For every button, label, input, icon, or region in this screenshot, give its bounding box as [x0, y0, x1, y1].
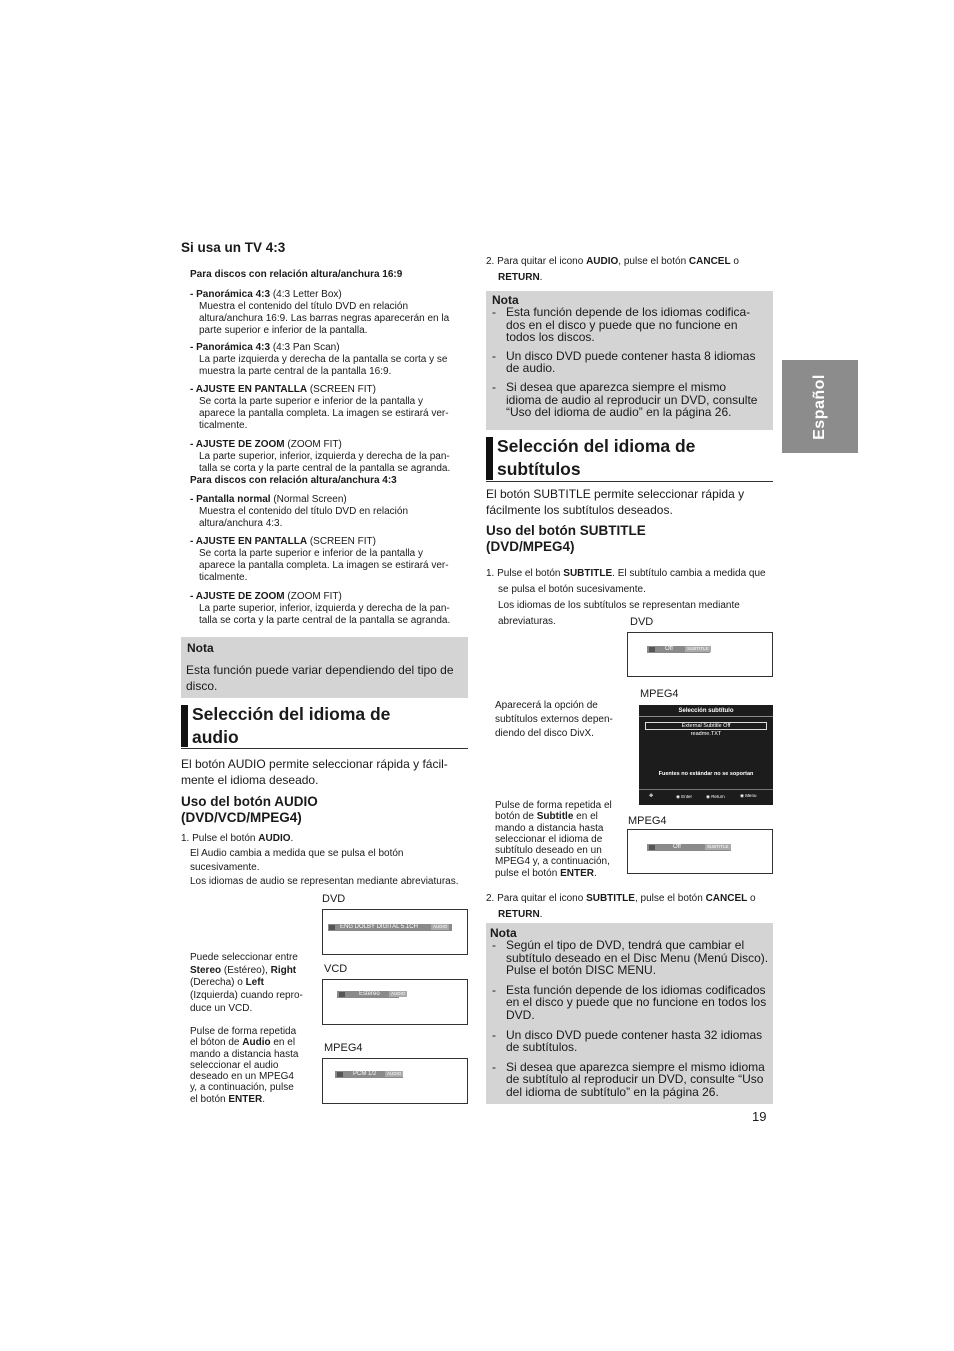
subheading-line: (DVD/MPEG4): [486, 539, 575, 554]
osd-bar: PCM 1/2: [335, 1071, 403, 1078]
subtitle-icon: [649, 647, 655, 652]
audio-osd-mpeg4: [322, 1058, 468, 1104]
option-desc-line: Se corta la parte superior e inferior de la pantalla y: [199, 548, 424, 559]
subtitle-step-1: 1. Pulse el botón SUBTITLE. El subtítulo cambia a medida que se pulsa el botón sucesivamente. Los idiomas de los subtítulos se representan mediante abreviaturas.: [486, 568, 766, 627]
option-paren: (SCREEN FIT): [307, 536, 376, 547]
note-box-audio: [486, 291, 773, 430]
option-title: - AJUSTE DE ZOOM: [190, 439, 285, 450]
dpad-icon: ✥: [649, 793, 654, 799]
option-title: - Panorámica 4:3: [190, 289, 271, 300]
language-tab-label: Español: [811, 373, 828, 440]
intro-line: fácilmente los subtítulos deseados.: [486, 503, 673, 517]
note-line: de subtítulos.: [506, 1040, 578, 1055]
note-line: - Esta función depende de los idiomas codifica-: [506, 305, 751, 319]
note-line: - Si desea que aparezca siempre el mismo idioma: [506, 1059, 765, 1074]
page-number: 19: [752, 1109, 767, 1124]
note-line: - Esta función depende de los idiomas codificados: [506, 982, 766, 997]
title-line: subtítulos: [497, 459, 581, 479]
title-bar: [486, 437, 493, 480]
note-line: DVD.: [506, 1007, 535, 1022]
note-line: “Uso del idioma de audio” en la página 26.: [506, 405, 732, 420]
note-item: [486, 984, 773, 1022]
option-paren: (4:3 Pan Scan): [270, 342, 340, 353]
divx-note: Aparecerá la opción de subtítulos externos depen- diendo del disco DivX.: [495, 700, 613, 739]
note-line: - Un disco DVD puede contener hasta 8 idiomas: [506, 348, 756, 363]
aspect-option: [190, 536, 462, 584]
osd-tag: AUDIO: [387, 1071, 402, 1076]
osd-bar: Off: [647, 646, 710, 653]
aspect-option: [190, 439, 462, 475]
option-paren: (ZOOM FIT): [284, 439, 342, 450]
note-line: - Si desea que aparezca siempre el mismo: [506, 379, 727, 394]
note-title: Nota: [187, 641, 214, 655]
aspect-option: [190, 384, 462, 432]
note-line: de subtítulo al reproducir un DVD, consulte “Uso: [506, 1072, 764, 1087]
note-line: idioma de audio al reproducir un DVD, consulte: [506, 392, 758, 407]
menu-option-selected[interactable]: External Subtitle Off: [645, 722, 767, 730]
audio-mpeg4-note: Pulse de forma repetida el bóton de Audio en el mando a distancia hasta seleccionar el audio deseado en un MPEG4 y, a continuación, pulse el botón ENTER.: [190, 1026, 299, 1105]
option-desc-line: talla se corta y la parte central de la pantalla se agranda.: [199, 615, 451, 626]
option-desc-line: aparece la pantalla completa. La imagen se estirará ver-: [199, 408, 449, 419]
intro-line: mente el idioma deseado.: [181, 773, 319, 787]
speaker-icon: [339, 992, 345, 997]
option-desc-line: talla se corta y la parte central de la pantalla se agranda.: [199, 463, 451, 474]
language-tab: [782, 360, 858, 453]
subtitle-subheading: [486, 523, 646, 555]
note-line: de audio.: [506, 361, 556, 376]
osd-label-mpeg4: MPEG4: [640, 688, 679, 700]
subtitle-step-2: 2. Para quitar el icono SUBTITLE, pulse el botón CANCEL o RETURN.: [486, 893, 756, 920]
note-line: todos los discos.: [506, 330, 595, 345]
note-item: [486, 350, 773, 375]
nav-return: ◉ Return: [706, 794, 725, 799]
audio-intro: [181, 756, 468, 788]
subheading-line: (DVD/VCD/MPEG4): [181, 810, 302, 825]
speaker-icon: [337, 1072, 343, 1077]
osd-tag: SUBTITLE: [707, 844, 729, 849]
subtitle-osd-mpeg4: [627, 829, 773, 874]
subtitle-osd-dvd: [627, 632, 773, 677]
subtitle-icon: [649, 845, 655, 850]
note-line: en el disco y puede que no funcione en todos los: [506, 995, 767, 1010]
osd-tag: SUBTITLE: [687, 646, 709, 651]
section-title-audio: [181, 705, 468, 749]
osd-label-mpeg4: MPEG4: [628, 815, 667, 827]
section-heading-tv43: Si usa un TV 4:3: [181, 240, 286, 255]
title-line: Selección del idioma de: [192, 704, 391, 724]
note-title: Nota: [492, 293, 519, 307]
osd-label-dvd: DVD: [322, 893, 346, 905]
option-desc-line: ticalmente.: [199, 572, 248, 583]
menu-option[interactable]: readme.TXT: [690, 731, 722, 737]
osd-bar: Estereo: [337, 991, 399, 998]
option-desc-line: La parte izquierda y derecha de la pantalla se corta y se: [199, 354, 448, 365]
subheading-line: Uso del botón AUDIO: [181, 794, 318, 809]
section-title-subtitle: [486, 437, 773, 482]
title-line: Selección del idioma de: [497, 436, 696, 456]
nav-menu: ◉ Menu: [740, 793, 757, 798]
audio-step-1-desc: El Audio cambia a medida que se pulsa el botón sucesivamente. Los idiomas de audio se representan mediante abreviaturas.: [190, 848, 459, 887]
subtitle-mpeg4-note: Pulse de forma repetida el botón de Subtitle en el mando a distancia hasta seleccionar el idioma de subtítulo deseado en un MPEG4 y, a continuación, pulse el botón ENTER.: [495, 800, 612, 879]
option-desc-line: altura/anchura 4:3.: [199, 518, 283, 529]
osd-bar: Off: [647, 844, 731, 851]
note-line: del idioma de subtítulo” en la página 26.: [506, 1084, 719, 1099]
option-paren: (Normal Screen): [270, 494, 347, 505]
note-item: [486, 306, 773, 344]
audio-osd-dvd: [322, 909, 468, 955]
option-title: - AJUSTE EN PANTALLA: [190, 384, 308, 395]
option-desc-line: Muestra el contenido del título DVD en relación: [199, 506, 409, 517]
mpeg4-subtitle-menu: [639, 705, 773, 805]
note-line: - Un disco DVD puede contener hasta 32 idiomas: [506, 1027, 763, 1042]
aspect-option: [190, 494, 462, 530]
note-text: Esta función puede variar dependiendo del tipo de: [186, 663, 454, 677]
title-line: audio: [192, 727, 239, 747]
option-desc-line: ticalmente.: [199, 420, 248, 431]
intro-line: El botón AUDIO permite seleccionar rápida y fácil-: [181, 757, 448, 771]
audio-vcd-note: Puede seleccionar entre Stereo (Estéreo), Right (Derecha) o Left (Izquierda) cuando repro- duce un VCD.: [190, 952, 303, 1014]
osd-label-vcd: VCD: [324, 963, 348, 975]
option-paren: (4:3 Letter Box): [270, 289, 342, 300]
option-title: - Panorámica 4:3: [190, 342, 271, 353]
menu-title: Selección subtítulo: [678, 708, 734, 714]
aspect-option: [190, 591, 462, 627]
osd-label-dvd: DVD: [630, 616, 654, 628]
note-item: [486, 381, 773, 419]
note-item: [486, 1061, 773, 1099]
note-box-subtitle: [486, 923, 773, 1104]
aspect-option: [190, 342, 462, 378]
option-title: - Pantalla normal: [190, 494, 271, 505]
note-line: subtítulo deseado en el Disc Menu (Menú Disco).: [506, 950, 769, 965]
option-paren: (SCREEN FIT): [307, 384, 376, 395]
note-line: - Según el tipo de DVD, tendrá que cambiar el: [506, 938, 745, 952]
menu-message: Fuentes no estándar no se soportan: [658, 771, 754, 777]
note-item: [486, 939, 773, 977]
note-text: disco.: [186, 679, 218, 693]
option-title: - AJUSTE DE ZOOM: [190, 591, 285, 602]
audio-osd-vcd: [322, 979, 468, 1025]
osd-label-mpeg4: MPEG4: [324, 1042, 363, 1054]
audio-subheading: [181, 794, 318, 826]
note-line: Pulse el botón DISC MENU.: [506, 963, 657, 978]
option-paren: (ZOOM FIT): [284, 591, 342, 602]
title-bar: [181, 705, 188, 747]
option-desc-line: Muestra el contenido del título DVD en relación: [199, 301, 409, 312]
note-item: [486, 1029, 773, 1054]
option-desc-line: La parte superior, inferior, izquierda y derecha de la pan-: [199, 603, 450, 614]
subheading-16-9: Para discos con relación altura/anchura 16:9: [190, 269, 403, 280]
aspect-option: [190, 289, 462, 337]
note-line: dos en el disco y puede que no funcione en: [506, 317, 738, 332]
subtitle-intro: [486, 486, 773, 518]
option-desc-line: La parte superior, inferior, izquierda y derecha de la pan-: [199, 451, 450, 462]
option-title: - AJUSTE EN PANTALLA: [190, 536, 308, 547]
nav-enter: ◉ Enter: [676, 794, 692, 799]
audio-step-2: 2. Para quitar el icono AUDIO, pulse el botón CANCEL o RETURN.: [486, 256, 739, 283]
osd-tag: AUDIO: [391, 991, 406, 996]
option-desc-line: muestra la parte central de la pantalla 16:9.: [199, 366, 392, 377]
note-box-display: [181, 637, 468, 698]
intro-line: El botón SUBTITLE permite seleccionar rápida y: [486, 487, 745, 501]
osd-tag: AUDIO: [433, 924, 448, 929]
speaker-icon: [329, 925, 335, 930]
audio-step-1: 1. Pulse el botón AUDIO.: [181, 833, 294, 844]
subheading-4-3: Para discos con relación altura/anchura 4:3: [190, 475, 397, 486]
note-title: Nota: [490, 926, 517, 940]
option-desc-line: altura/anchura 16:9. Las barras negras aparecerán en la: [199, 313, 450, 324]
osd-bar: ENG DOLBY DIGITAL 5.1CH: [328, 924, 452, 931]
subheading-line: Uso del botón SUBTITLE: [486, 523, 646, 538]
option-desc-line: Se corta la parte superior e inferior de la pantalla y: [199, 396, 424, 407]
option-desc-line: parte superior e inferior de la pantalla.: [199, 325, 368, 336]
option-desc-line: aparece la pantalla completa. La imagen se estirará ver-: [199, 560, 449, 571]
